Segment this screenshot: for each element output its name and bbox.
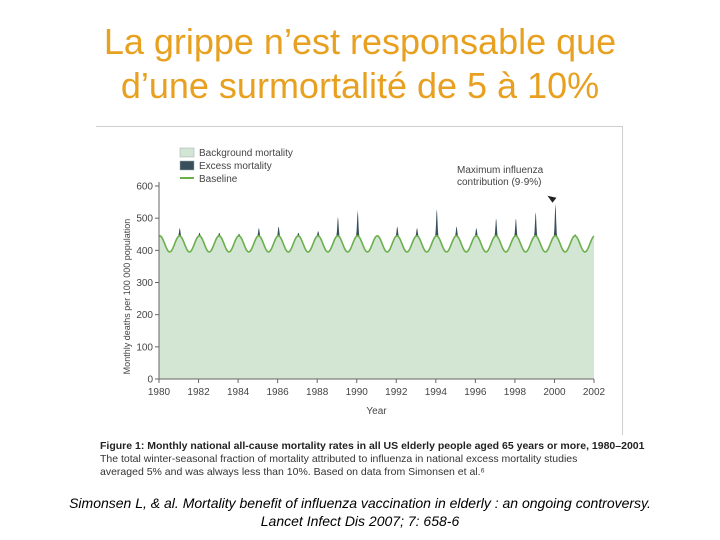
figure-caption (100, 440, 645, 479)
x-tick-label: 2002 (582, 387, 606, 398)
y-tick-label: 0 (147, 374, 153, 386)
slide-title (0, 20, 720, 108)
citation-line-2: Lancet Infect Dis 2007; 7: 658-6 (260, 513, 460, 529)
y-tick-label: 400 (136, 245, 153, 257)
y-tick-label: 500 (136, 213, 153, 225)
caption-line-2: averaged 5% and was always less than 10%. Based on data from Simonsen et al.⁶ (100, 466, 485, 478)
y-tick-label: 100 (136, 342, 153, 354)
annotation-arrow-icon (547, 196, 556, 203)
caption-title: Figure 1: Monthly national all-cause mortality rates in all US elderly people aged 65 years or more, 1980–2001 (100, 440, 645, 452)
y-tick-label: 200 (136, 310, 153, 322)
figure (96, 126, 645, 488)
annotation-line-2: contribution (9·9%) (457, 177, 542, 188)
chart-annotation (457, 165, 556, 203)
x-tick-label: 1980 (147, 387, 171, 398)
x-tick-label: 1992 (385, 387, 408, 398)
legend-label: Background mortality (199, 148, 293, 159)
x-tick-label: 1990 (345, 387, 368, 398)
x-tick-label: 1988 (306, 387, 329, 398)
x-tick-label: 1984 (226, 387, 250, 398)
x-tick-label: 2000 (543, 387, 566, 398)
citation-line-1: Simonsen L, & al. Mortality benefit of influenza vaccination in elderly : an ongoing controversy. (69, 495, 651, 511)
legend-label: Excess mortality (199, 161, 272, 172)
x-tick-label: 1998 (503, 387, 527, 398)
mortality-chart (96, 126, 624, 438)
y-tick-label: 300 (136, 278, 153, 289)
legend-swatch-excess-mortality (180, 161, 194, 170)
background-mortality-area (159, 236, 594, 379)
legend-label: Baseline (199, 174, 238, 185)
annotation-line-1: Maximum influenza (457, 165, 544, 176)
x-tick-label: 1982 (187, 387, 210, 398)
y-tick-label: 600 (136, 181, 153, 193)
slide-title-line-1: La grippe n’est responsable que (103, 21, 617, 62)
x-tick-label: 1996 (464, 387, 487, 398)
y-axis-label: Monthly deaths per 100 000 population (122, 218, 132, 375)
citation (0, 494, 720, 530)
plot-area (159, 204, 594, 379)
legend-swatch-background-mortality (180, 148, 194, 157)
caption-line-1: The total winter-seasonal fraction of mortality attributed to influenza in national excess mortality studies (100, 453, 578, 465)
x-tick-label: 1986 (266, 387, 289, 398)
slide-title-line-2: d’une surmortalité de 5 à 10% (120, 65, 600, 106)
chart-legend (180, 148, 293, 185)
x-tick-label: 1994 (424, 387, 447, 398)
x-axis-label: Year (366, 406, 387, 417)
